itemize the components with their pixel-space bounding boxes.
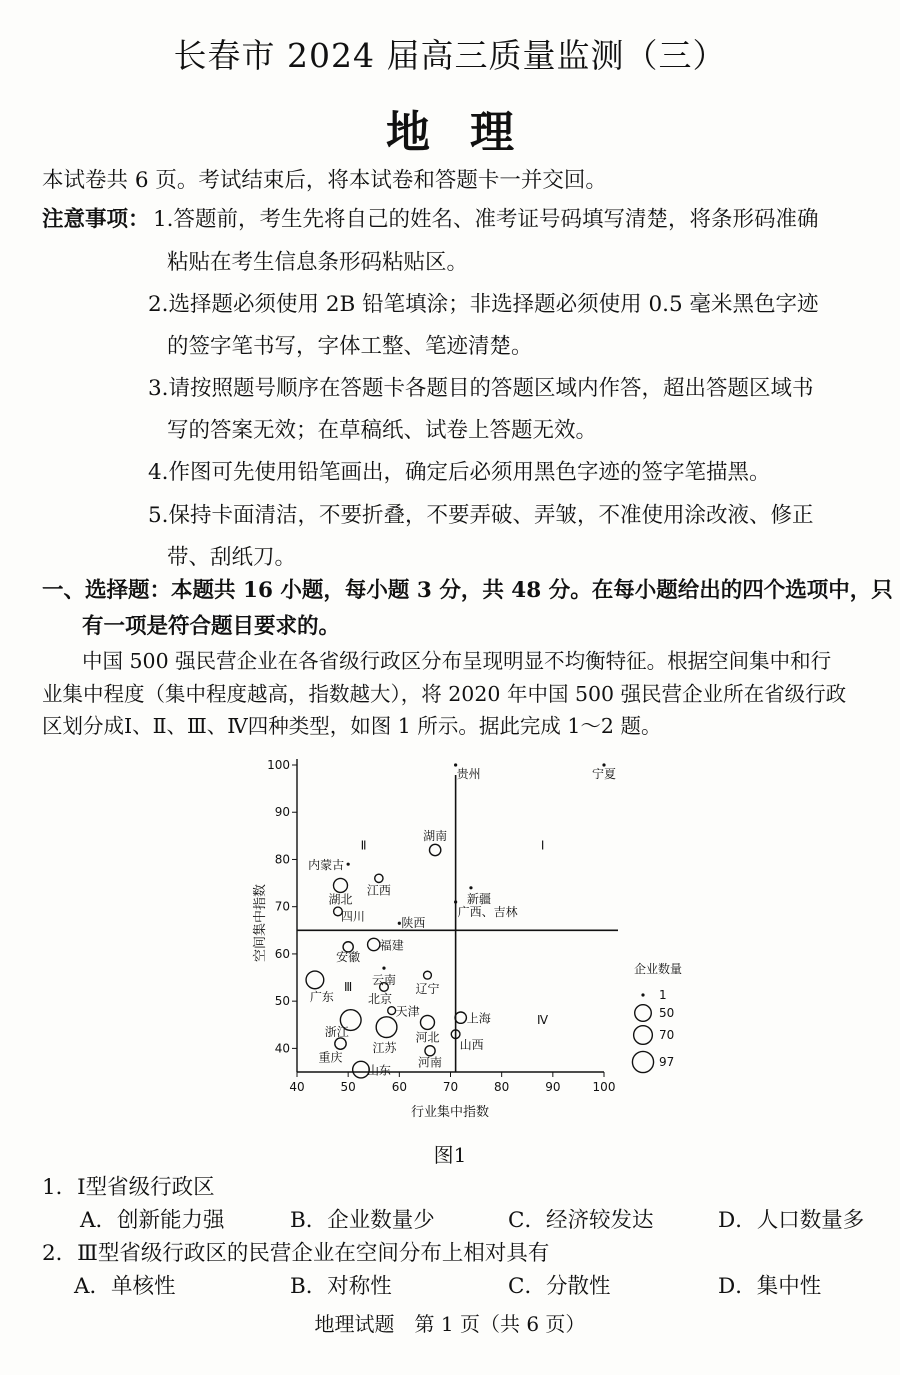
data-point [420,1015,434,1029]
data-point [347,863,350,866]
note-line: 3.请按照题号顺序在答题卡各题目的答题区域内作答，超出答题区域书 [148,376,814,401]
note-line: 的签字笔书写，字体工整、笔迹清楚。 [167,334,533,359]
point-label: 湖北 [328,892,353,907]
x-tick-label: 50 [340,1080,356,1094]
notes-label: 注意事项： [42,207,150,232]
figure-caption: 图1 [433,1143,467,1167]
data-point [382,966,385,969]
point-label: 山西 [459,1038,484,1053]
option-c: C．分散性 [508,1274,611,1299]
note-line: 1.答题前，考生先将自己的姓名、准考证号码填写清楚，将条形码准确 [153,207,819,232]
point-label: 云南 [371,973,396,988]
subject-title: 地理 [386,107,554,158]
x-tick-label: 100 [592,1080,616,1094]
note-line: 写的答案无效；在草稿纸、试卷上答题无效。 [167,418,598,443]
point-label: 贵州 [456,767,481,781]
point-label: 浙江 [324,1025,349,1040]
point-label: 广东 [309,989,334,1004]
legend-label: 50 [659,1006,675,1020]
note-line: 粘贴在考生信息条形码粘贴区。 [167,250,469,275]
passage-line: 业集中程度（集中程度越高，指数越大），将 2020 年中国 500 强民营企业所在省级行政 [42,682,847,706]
option-a: A．创新能力强 [80,1208,225,1233]
legend-marker [634,1026,653,1045]
option-d: D．集中性 [718,1274,822,1299]
option-a: A．单核性 [74,1274,176,1299]
note-line: 带、刮纸刀。 [167,545,297,570]
data-point [368,938,380,950]
data-point [469,886,472,889]
data-point [334,878,348,892]
intro-text: 本试卷共 6 页。考试结束后，将本试卷和答题卡一并交回。 [42,168,607,193]
point-label: 河南 [418,1055,443,1070]
y-tick-label: 50 [274,994,290,1009]
passage-line: 区划分成Ⅰ、Ⅱ、Ⅲ、Ⅳ四种类型，如图 1 所示。据此完成 1～2 题。 [42,714,662,738]
x-tick-label: 60 [391,1080,407,1094]
quadrant-label: Ⅲ [344,979,353,994]
scatter-chart [0,745,900,1145]
section-heading-cont: 有一项是符合题目要求的。 [82,614,341,639]
y-tick-label: 60 [274,946,290,961]
y-tick-label: 100 [267,758,290,772]
data-point [454,900,457,903]
quadrant-label: Ⅳ [537,1013,549,1028]
data-point [425,1046,435,1056]
note-line: 4.作图可先使用铅笔画出，确定后必须用黑色字迹的签字笔描黑。 [148,460,771,485]
x-tick-label: 80 [494,1080,510,1094]
data-point [306,971,324,989]
legend-label: 70 [659,1028,675,1042]
data-point [376,1017,397,1038]
point-label: 广西、吉林 [457,904,518,919]
point-label: 安徽 [336,949,361,964]
note-line: 5.保持卡面清洁，不要折叠，不要弄破、弄皱，不准使用涂改液、修正 [148,503,814,528]
legend-title: 企业数量 [633,962,683,976]
point-label: 山东 [366,1063,391,1078]
x-axis-label: 行业集中指数 [410,1105,490,1120]
section-heading: 一、选择题：本题共 16 小题，每小题 3 分，共 48 分。在每小题给出的四个选项中，只 [42,578,893,603]
point-label: 陕西 [401,916,426,931]
point-label: 北京 [367,991,392,1006]
point-label: 江西 [366,883,391,898]
point-label: 湖南 [423,829,448,844]
point-label: 辽宁 [415,982,440,997]
question-stem: 1．Ⅰ型省级行政区 [42,1175,215,1200]
legend-label: 1 [659,988,667,1002]
y-axis-label: 空间集中指数 [253,883,268,963]
point-label: 江苏 [372,1041,397,1056]
legend-marker [635,1005,652,1022]
point-label: 内蒙古 [308,858,345,873]
data-point [455,1012,466,1023]
option-b: B．对称性 [290,1274,392,1299]
y-tick-label: 40 [274,1041,290,1056]
y-tick-label: 90 [274,805,290,820]
y-tick-label: 70 [274,899,290,914]
question-stem: 2．Ⅲ型省级行政区的民营企业在空间分布上相对具有 [42,1241,550,1266]
option-c: C．经济较发达 [508,1208,654,1233]
exam-title: 长春市 2024 届高三质量监测（三） [173,36,727,75]
note-line: 2.选择题必须使用 2B 铅笔填涂；非选择题必须使用 0.5 毫米黑色字迹 [148,292,819,317]
point-label: 天津 [395,1004,420,1019]
option-b: B．企业数量少 [290,1208,435,1233]
data-point [375,874,383,882]
passage-line: 中国 500 强民营企业在各省级行政区分布呈现明显不均衡特征。根据空间集中和行 [82,649,832,673]
x-tick-label: 40 [289,1080,305,1094]
point-label: 宁夏 [591,767,617,781]
legend-marker [632,1051,653,1072]
option-d: D．人口数量多 [718,1208,865,1233]
data-point [388,1007,396,1015]
data-point [424,971,432,979]
point-label: 新疆 [466,891,491,906]
point-label: 上海 [466,1011,491,1026]
data-point [429,844,440,855]
quadrant-label: Ⅱ [360,838,367,853]
quadrant-label: Ⅰ [540,838,545,853]
point-label: 福建 [379,938,404,953]
y-tick-label: 80 [274,852,290,867]
point-label: 重庆 [318,1050,343,1065]
data-point [335,1038,346,1049]
point-label: 河北 [415,1030,440,1045]
x-tick-label: 70 [442,1080,459,1094]
legend-label: 97 [659,1055,675,1069]
x-tick-label: 90 [545,1080,561,1094]
point-label: 四川 [340,909,365,924]
legend-marker [641,993,644,996]
page-footer: 地理试题 第 1 页（共 6 页） [314,1312,586,1336]
